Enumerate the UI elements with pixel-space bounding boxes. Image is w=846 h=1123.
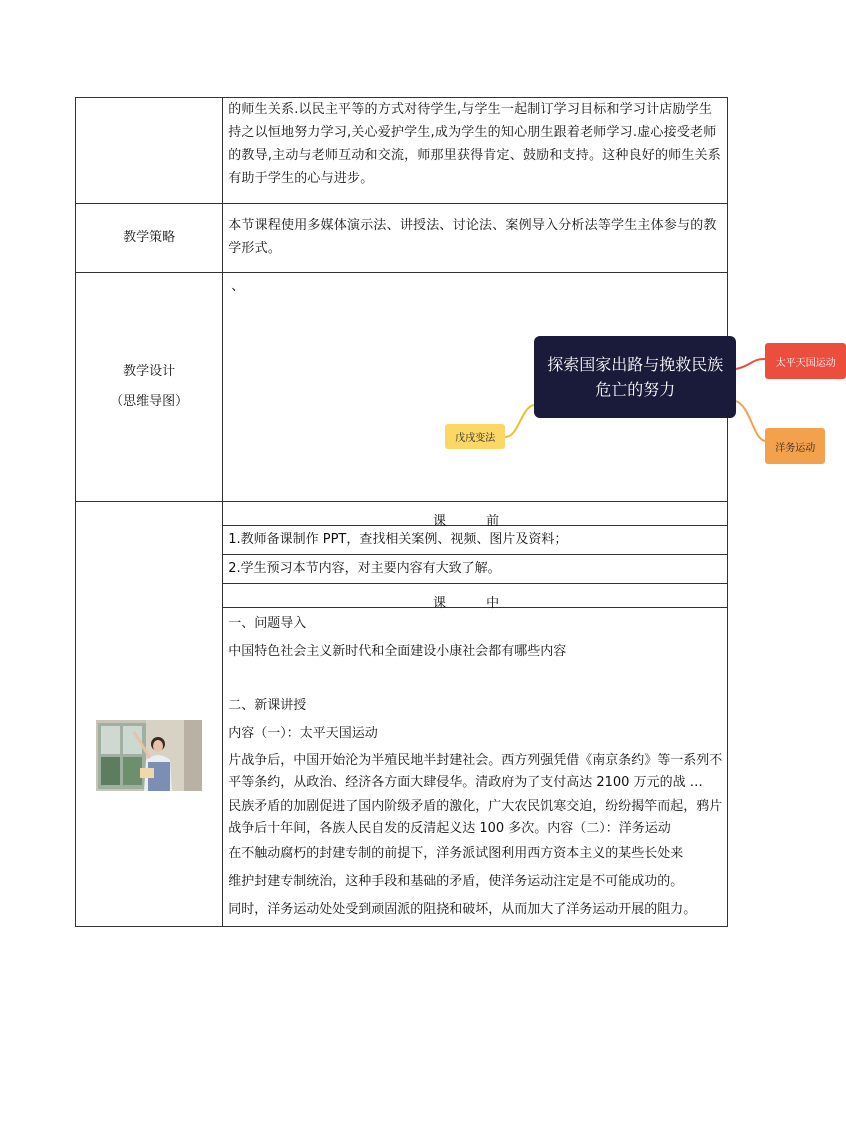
tick-mark: 、 [231,279,245,294]
mindmap-center-node: 探索国家出路与挽救民族危亡的努力 [534,336,736,418]
connector-taiping [736,359,765,369]
new-lesson-heading: 二、新课讲授 [228,698,307,713]
design-label: 教学设计 [123,364,176,379]
connector-yangwu [736,401,765,441]
mindmap [223,273,836,501]
content2-line-1: 在不触动腐朽的封建专制的前提下，洋务派试图利用西方资本主义的某些长处来 [228,846,684,861]
intro-text: 中国特色社会主义新时代和全面建设小康社会都有哪些内容 [228,644,567,659]
process-image-cell [76,502,223,927]
relation-text: 的师生关系.以民主平等的方式对待学生,与学生一起制订学习目标和学习计店励学生持之以恒地努力学习,关心爱护学生,成为学生的知心朋生跟着老师学习.虚心接受老师的教导,主动与老师互动和交流，师那里获得肯定、鼓励和支持。这种良好的师生关系有助于学生的心与进步。 [228,102,721,186]
strategy-text-cell [223,204,728,273]
spacer [223,666,727,692]
during-class-heading: 课 中 [223,584,727,608]
content2-line-2: 维护封建专制统治，这种手段和基础的矛盾，使洋务运动注定是不可能成功的。 [228,874,684,889]
before-class-heading: 课 前 [223,502,727,526]
relation-text-cell [223,98,728,204]
before-item-1: 1.教师备课制作 PPT，查找相关案例、视频、图片及资料； [223,526,727,555]
strategy-row [76,204,728,273]
content1-title: 内容（一）：太平天国运动 [228,726,378,741]
strategy-text: 本节课程使用多媒体演示法、讲授法、讨论法、案例导入分析法等学生主体参与的教学形式。 [228,218,717,256]
design-sublabel: （思维导图） [110,394,189,409]
relation-label-cell [76,98,223,204]
mindmap-node-yangwu: 洋务运动 [765,428,825,464]
before-item-2: 2.学生预习本节内容，对主要内容有大致了解。 [223,555,727,584]
intro-heading: 一、问题导入 [228,616,307,631]
mindmap-node-wuxu: 戊戌变法 [445,424,505,449]
content2-line-3: 同时，洋务运动处处受到顽固派的阻挠和破坏，从而加大了洋务运动开展的阻力。 [228,902,697,917]
mindmap-cell [223,273,836,502]
mindmap-node-taiping: 太平天国运动 [765,343,846,379]
design-label-cell [76,273,223,502]
lesson-plan-table [75,97,836,927]
connector-wuxu [505,405,534,437]
strategy-label: 教学策略 [76,204,223,273]
content1-text: 片战争后，中国开始沦为半殖民地半封建社会。西方列强凭借《南京条约》等一系列不平等条约，从政治、经济各方面大肆侵华。清政府为了支付高达 2100 万元的战 … [228,753,723,790]
design-row [76,273,728,502]
teacher-photo [96,720,202,791]
relation-row [76,98,728,204]
content1-text-2: 民族矛盾的加剧促进了国内阶级矛盾的激化，广大农民饥寒交迫，纷纷揭竿而起，鸦片战争后十年间，各族人民自发的反清起义达 100 多次。内容（二）：洋务运动 [228,799,723,836]
process-row [76,502,728,927]
process-content-cell [223,502,728,927]
